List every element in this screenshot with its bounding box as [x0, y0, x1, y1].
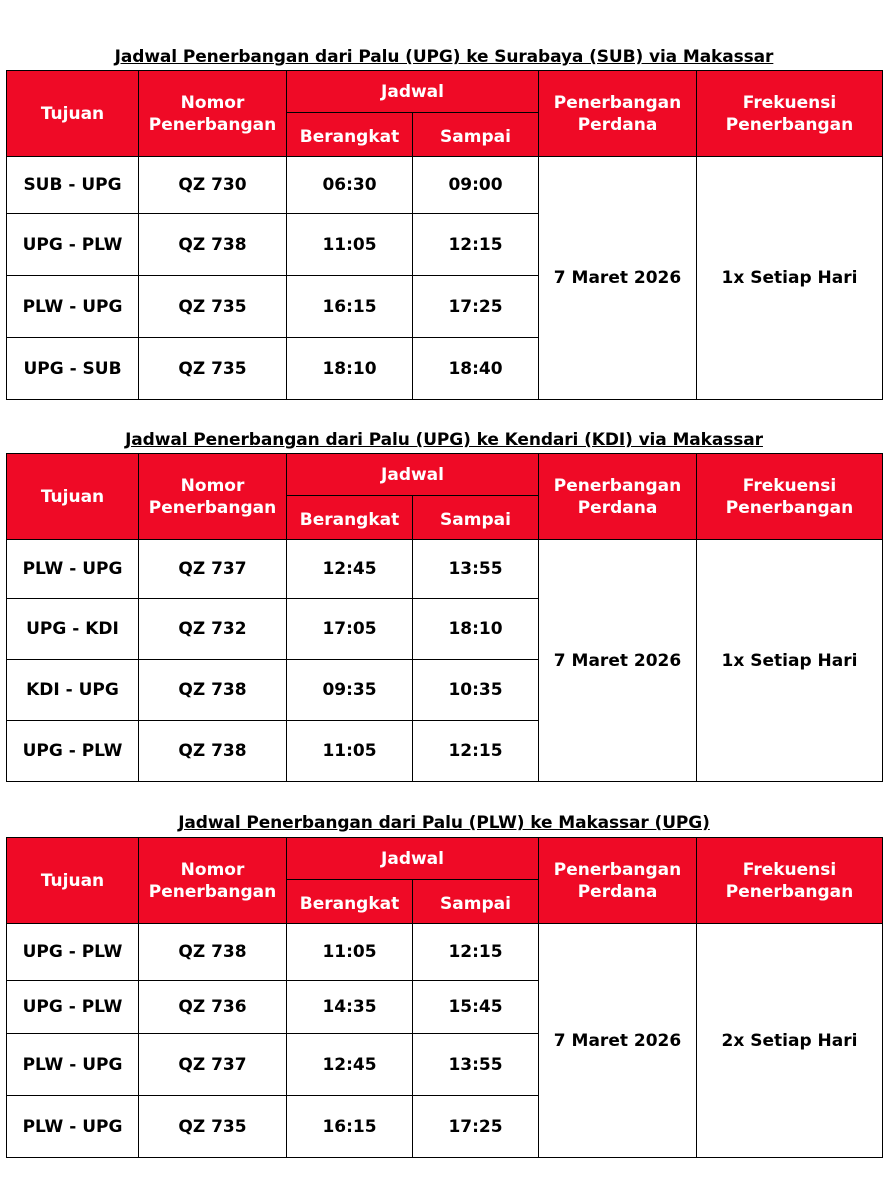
- flight-cell: QZ 736: [139, 981, 287, 1034]
- header-nomor: Nomor Penerbangan: [139, 838, 287, 924]
- departure-cell: 06:30: [287, 157, 413, 214]
- perdana-cell: 7 Maret 2026: [539, 540, 697, 782]
- header-jadwal: Jadwal: [287, 71, 539, 113]
- arrival-cell: 18:40: [413, 338, 539, 400]
- arrival-cell: 12:15: [413, 214, 539, 276]
- departure-cell: 12:45: [287, 1034, 413, 1096]
- arrival-cell: 10:35: [413, 660, 539, 721]
- arrival-cell: 12:15: [413, 721, 539, 782]
- flight-cell: QZ 737: [139, 540, 287, 599]
- section-title: Jadwal Penerbangan dari Palu (UPG) ke Surabaya (SUB) via Makassar: [114, 47, 774, 67]
- header-tujuan: Tujuan: [7, 454, 139, 540]
- flight-cell: QZ 738: [139, 721, 287, 782]
- arrival-cell: 12:15: [413, 924, 539, 981]
- header-perdana: Penerbangan Perdana: [539, 454, 697, 540]
- header-row: [7, 454, 883, 496]
- perdana-cell: 7 Maret 2026: [539, 924, 697, 1158]
- header-berangkat: Berangkat: [287, 496, 413, 540]
- departure-cell: 12:45: [287, 540, 413, 599]
- arrival-cell: 17:25: [413, 276, 539, 338]
- route-cell: PLW - UPG: [7, 276, 139, 338]
- route-cell: UPG - KDI: [7, 599, 139, 660]
- header-berangkat: Berangkat: [287, 880, 413, 924]
- flight-cell: QZ 730: [139, 157, 287, 214]
- header-berangkat: Berangkat: [287, 113, 413, 157]
- header-tujuan: Tujuan: [7, 71, 139, 157]
- departure-cell: 11:05: [287, 214, 413, 276]
- arrival-cell: 17:25: [413, 1096, 539, 1158]
- route-cell: UPG - PLW: [7, 721, 139, 782]
- header-frekuensi: Frekuensi Penerbangan: [697, 838, 883, 924]
- header-sampai: Sampai: [413, 113, 539, 157]
- header-sampai: Sampai: [413, 880, 539, 924]
- flight-cell: QZ 738: [139, 924, 287, 981]
- arrival-cell: 13:55: [413, 1034, 539, 1096]
- departure-cell: 11:05: [287, 721, 413, 782]
- header-perdana: Penerbangan Perdana: [539, 838, 697, 924]
- header-tujuan: Tujuan: [7, 838, 139, 924]
- frekuensi-cell: 1x Setiap Hari: [697, 157, 883, 400]
- header-frekuensi: Frekuensi Penerbangan: [697, 454, 883, 540]
- table-row: [7, 924, 883, 981]
- route-cell: UPG - SUB: [7, 338, 139, 400]
- flight-cell: QZ 738: [139, 214, 287, 276]
- perdana-cell: 7 Maret 2026: [539, 157, 697, 400]
- route-cell: SUB - UPG: [7, 157, 139, 214]
- section-title: Jadwal Penerbangan dari Palu (UPG) ke Kendari (KDI) via Makassar: [125, 430, 763, 450]
- header-jadwal: Jadwal: [287, 838, 539, 880]
- departure-cell: 11:05: [287, 924, 413, 981]
- departure-cell: 17:05: [287, 599, 413, 660]
- flight-cell: QZ 732: [139, 599, 287, 660]
- header-perdana: Penerbangan Perdana: [539, 71, 697, 157]
- header-jadwal: Jadwal: [287, 454, 539, 496]
- table-row: [7, 157, 883, 214]
- header-nomor: Nomor Penerbangan: [139, 454, 287, 540]
- header-row: [7, 838, 883, 880]
- header-nomor: Nomor Penerbangan: [139, 71, 287, 157]
- route-cell: UPG - PLW: [7, 214, 139, 276]
- flight-cell: QZ 735: [139, 338, 287, 400]
- route-cell: KDI - UPG: [7, 660, 139, 721]
- schedule-table: [6, 70, 883, 400]
- schedule-table: [6, 453, 883, 782]
- frekuensi-cell: 1x Setiap Hari: [697, 540, 883, 782]
- arrival-cell: 13:55: [413, 540, 539, 599]
- schedule-table: [6, 837, 883, 1158]
- departure-cell: 09:35: [287, 660, 413, 721]
- route-cell: UPG - PLW: [7, 981, 139, 1034]
- departure-cell: 14:35: [287, 981, 413, 1034]
- table-row: [7, 540, 883, 599]
- header-frekuensi: Frekuensi Penerbangan: [697, 71, 883, 157]
- flight-cell: QZ 738: [139, 660, 287, 721]
- departure-cell: 18:10: [287, 338, 413, 400]
- section-title: Jadwal Penerbangan dari Palu (PLW) ke Makassar (UPG): [178, 813, 710, 833]
- route-cell: PLW - UPG: [7, 1034, 139, 1096]
- route-cell: UPG - PLW: [7, 924, 139, 981]
- header-sampai: Sampai: [413, 496, 539, 540]
- header-row: [7, 71, 883, 113]
- route-cell: PLW - UPG: [7, 1096, 139, 1158]
- departure-cell: 16:15: [287, 1096, 413, 1158]
- departure-cell: 16:15: [287, 276, 413, 338]
- flight-cell: QZ 735: [139, 1096, 287, 1158]
- flight-cell: QZ 735: [139, 276, 287, 338]
- flight-cell: QZ 737: [139, 1034, 287, 1096]
- frekuensi-cell: 2x Setiap Hari: [697, 924, 883, 1158]
- arrival-cell: 09:00: [413, 157, 539, 214]
- arrival-cell: 18:10: [413, 599, 539, 660]
- arrival-cell: 15:45: [413, 981, 539, 1034]
- route-cell: PLW - UPG: [7, 540, 139, 599]
